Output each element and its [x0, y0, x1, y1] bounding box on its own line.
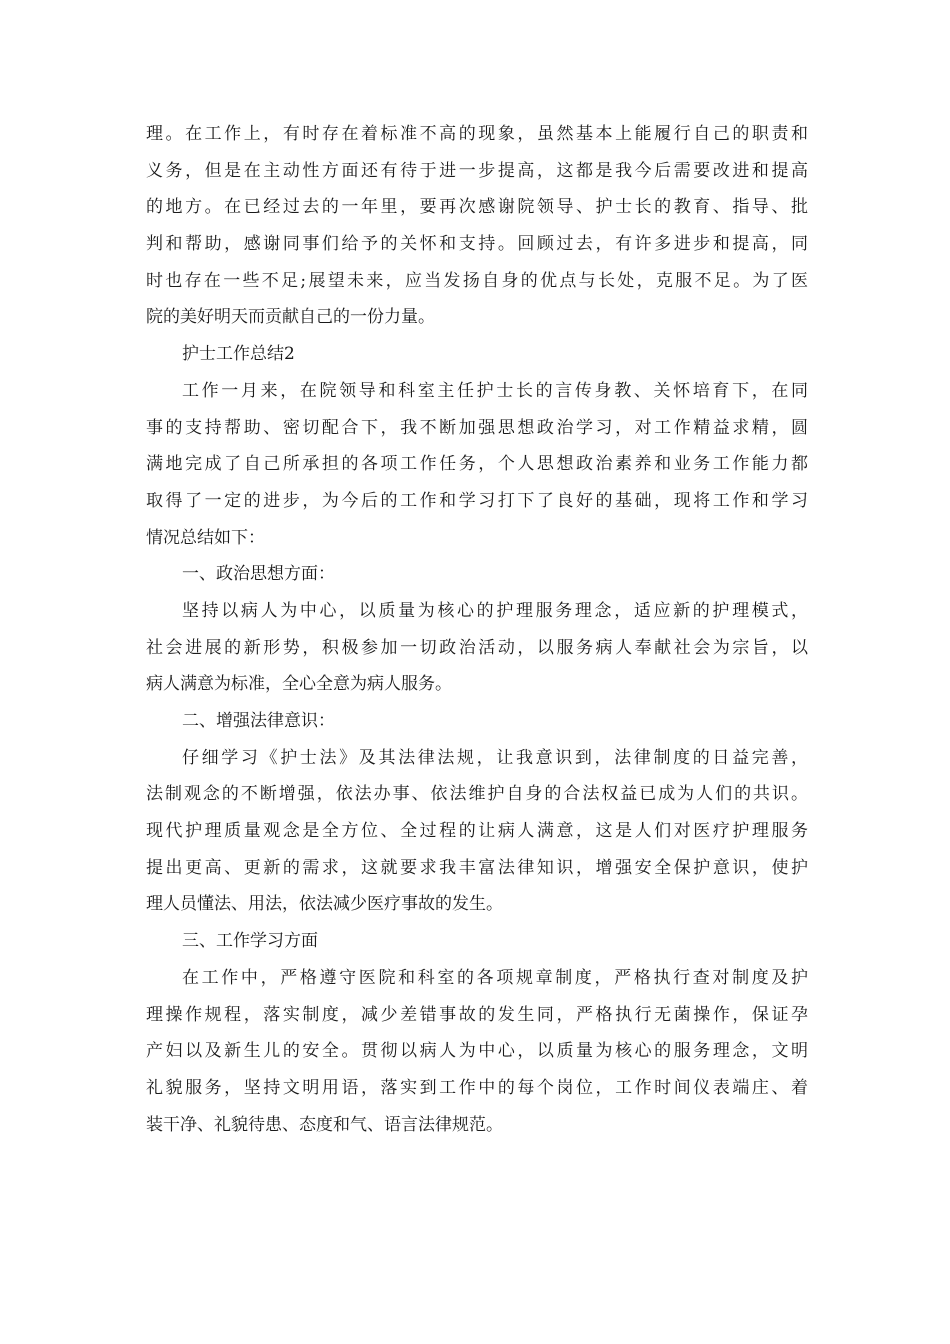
paragraph-law	[146, 740, 808, 923]
paragraph-continued-intro	[146, 116, 808, 336]
text-line: 义务，但是在主动性方面还有待于进一步提高，这都是我今后需要改进和提高	[146, 160, 808, 181]
text-line: 理操作规程，落实制度，减少差错事故的发生同，严格执行无菌操作，保证孕	[146, 1004, 808, 1025]
text-line: 的地方。在已经过去的一年里，要再次感谢院领导、护士长的教育、指导、批	[146, 197, 808, 218]
text-line: 理。在工作上，有时存在着标准不高的现象，虽然基本上能履行自己的职责和	[146, 124, 808, 144]
text-line: 法制观念的不断增强，依法办事、依法维护自身的合法权益已成为人们的共识。	[146, 784, 808, 805]
section-heading-law: 二、增强法律意识：	[182, 711, 335, 731]
text-line: 病人满意为标准，全心全意为病人服务。	[146, 674, 452, 695]
text-line: 社会进展的新形势，积极参加一切政治活动，以服务病人奉献社会为宗旨，以	[146, 637, 808, 658]
document-body	[146, 116, 808, 1143]
text-line: 取得了一定的进步，为今后的工作和学习打下了良好的基础，现将工作和学习	[146, 490, 808, 511]
paragraph-work-study	[146, 960, 808, 1143]
text-line: 装干净、礼貌待患、态度和气、语言法律规范。	[146, 1114, 503, 1135]
section-heading-work-study: 三、工作学习方面	[182, 931, 318, 952]
text-line: 理人员懂法、用法，依法减少医疗事故的发生。	[146, 894, 503, 915]
section-heading-politics: 一、政治思想方面：	[182, 564, 335, 585]
text-line: 产妇以及新生儿的安全。贯彻以病人为中心，以质量为核心的服务理念，文明	[146, 1041, 808, 1062]
text-line: 仔细学习《护士法》及其法律法规，让我意识到，法律制度的日益完善，	[182, 747, 808, 768]
text-line: 时也存在一些不足;展望未来，应当发扬自身的优点与长处，克服不足。为了医	[146, 270, 808, 291]
paragraph-overview	[146, 373, 808, 556]
text-line: 情况总结如下：	[146, 527, 265, 548]
text-line: 满地完成了自己所承担的各项工作任务，个人思想政治素养和业务工作能力都	[146, 454, 808, 475]
text-line: 礼貌服务，坚持文明用语，落实到工作中的每个岗位，工作时间仪表端庄、着	[146, 1077, 808, 1098]
section-heading-summary-2: 护士工作总结2	[182, 344, 295, 365]
text-line: 在工作中，严格遵守医院和科室的各项规章制度，严格执行查对制度及护	[182, 967, 808, 988]
text-line: 事的支持帮助、密切配合下，我不断加强思想政治学习，对工作精益求精，圆	[146, 417, 808, 438]
text-line: 判和帮助，感谢同事们给予的关怀和支持。回顾过去，有许多进步和提高，同	[146, 234, 808, 255]
text-line: 提出更高、更新的需求，这就要求我丰富法律知识，增强安全保护意识，使护	[146, 857, 808, 878]
text-line: 工作一月来，在院领导和科室主任护士长的言传身教、关怀培育下，在同	[182, 380, 808, 401]
paragraph-politics	[146, 593, 808, 703]
text-line: 院的美好明天而贡献自己的一份力量。	[146, 307, 435, 328]
text-line: 现代护理质量观念是全方位、全过程的让病人满意，这是人们对医疗护理服务	[146, 821, 808, 842]
text-line: 坚持以病人为中心，以质量为核心的护理服务理念，适应新的护理模式，	[182, 600, 808, 621]
